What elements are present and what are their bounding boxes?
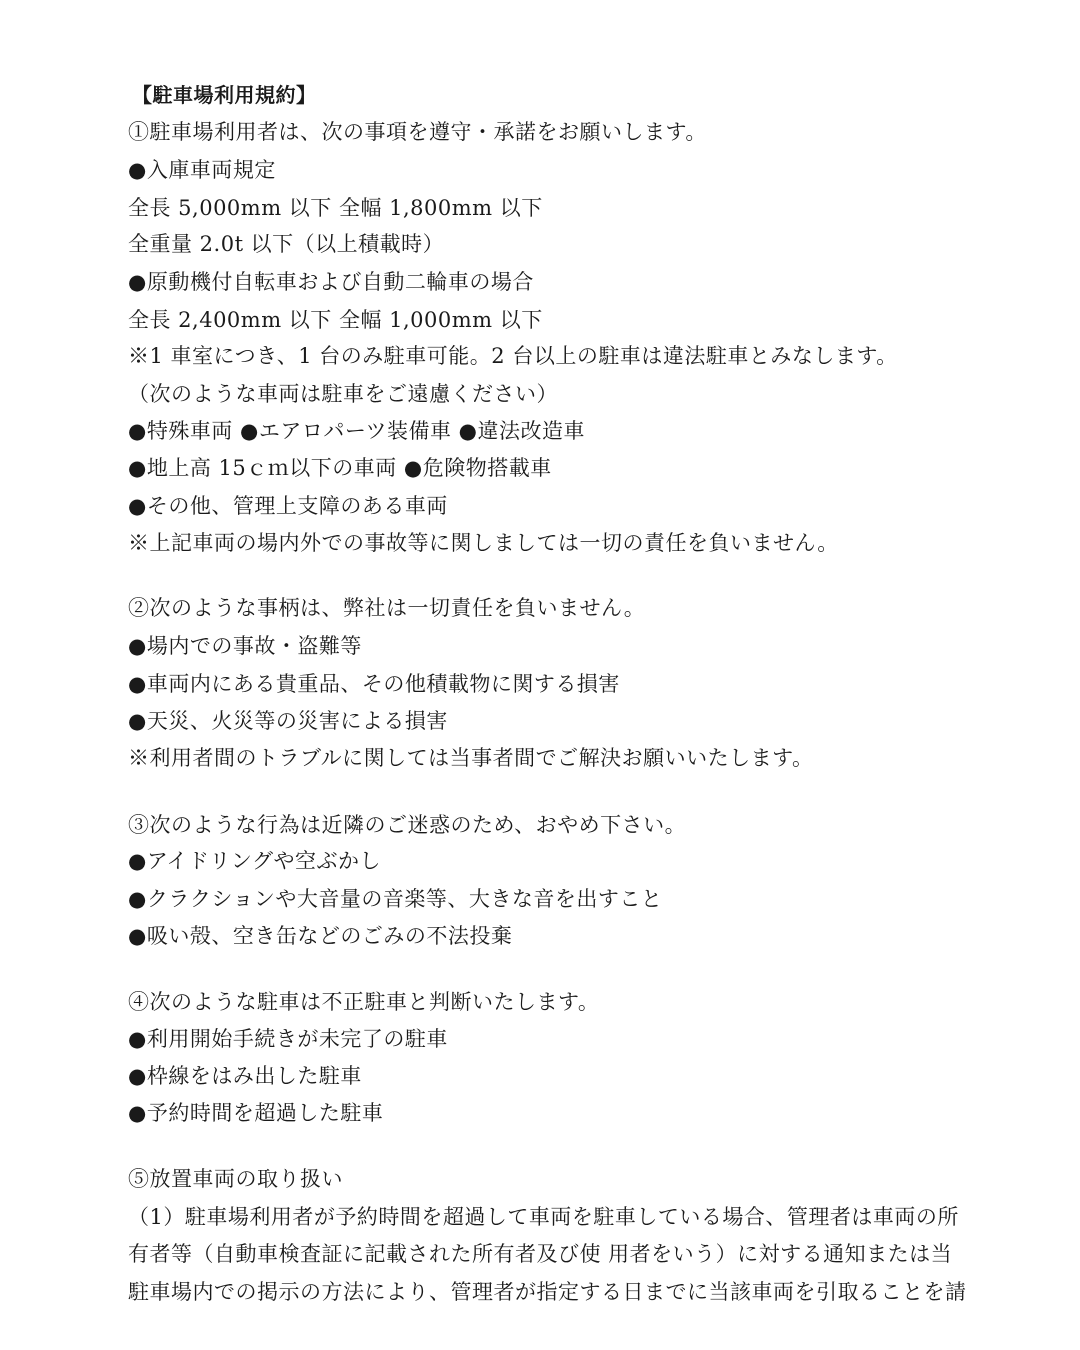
text-line: ●アイドリングや空ぶかし	[128, 849, 382, 873]
text-line: ●利用開始手続きが未完了の駐車	[128, 1027, 448, 1051]
text-line: 全長 5,000mm 以下 全幅 1,800mm 以下	[128, 196, 543, 220]
text-line: 全長 2,400mm 以下 全幅 1,000mm 以下	[128, 308, 543, 332]
text-line: （1）駐車場利用者が予約時間を超過して車両を駐車している場合、管理者は車両の所	[128, 1205, 959, 1229]
text-line: ●車両内にある貴重品、その他積載物に関する損害	[128, 672, 620, 696]
text-line: ●吸い殻、空き缶などのごみの不法投棄	[128, 924, 513, 948]
text-line: ●地上高 15ｃｍ以下の車両 ●危険物搭載車	[128, 456, 552, 480]
text-line: ●クラクションや大音量の音楽等、大きな音を出すこと	[128, 887, 663, 911]
text-line: 有者等（自動車検査証に記載された所有者及び使 用者をいう）に対する通知または当	[128, 1242, 953, 1266]
section-5-heading: ⑤放置車両の取り扱い	[128, 1167, 343, 1191]
text-line: ●場内での事故・盗難等	[128, 634, 362, 658]
text-line: ●枠線をはみ出した駐車	[128, 1064, 362, 1088]
text-line: ※利用者間のトラブルに関しては当事者間でご解決お願いいたします。	[128, 746, 814, 770]
section-3-heading: ③次のような行為は近隣のご迷惑のため、おやめ下さい。	[128, 813, 687, 837]
text-line: ※上記車両の場内外での事故等に関しましては一切の責任を負いません。	[128, 531, 839, 555]
text-line: ●特殊車両 ●エアロパーツ装備車 ●違法改造車	[128, 419, 585, 443]
text-line: ●天災、火災等の災害による損害	[128, 709, 448, 733]
text-line: ●その他、管理上支障のある車両	[128, 494, 448, 518]
text-line: （次のような車両は駐車をご遠慮ください）	[128, 382, 558, 406]
section-2-heading: ②次のような事柄は、弊社は一切責任を負いません。	[128, 596, 646, 620]
section-1-heading: ①駐車場利用者は、次の事項を遵守・承諾をお願いします。	[128, 120, 707, 144]
section-4-heading: ④次のような駐車は不正駐車と判断いたします。	[128, 990, 600, 1014]
document-title: 【駐車場利用規約】	[132, 83, 317, 107]
text-line: 駐車場内での掲示の方法により、管理者が指定する日までに当該車両を引取ることを請	[128, 1280, 967, 1304]
text-line: 全重量 2.0t 以下（以上積載時）	[128, 232, 445, 256]
text-line: ●入庫車両規定	[128, 158, 276, 182]
text-line: ※1 車室につき、1 台のみ駐車可能。2 台以上の駐車は違法駐車とみなします。	[128, 344, 898, 368]
text-line: ●予約時間を超過した駐車	[128, 1101, 384, 1125]
text-line: ●原動機付自転車および自動二輪車の場合	[128, 270, 534, 294]
